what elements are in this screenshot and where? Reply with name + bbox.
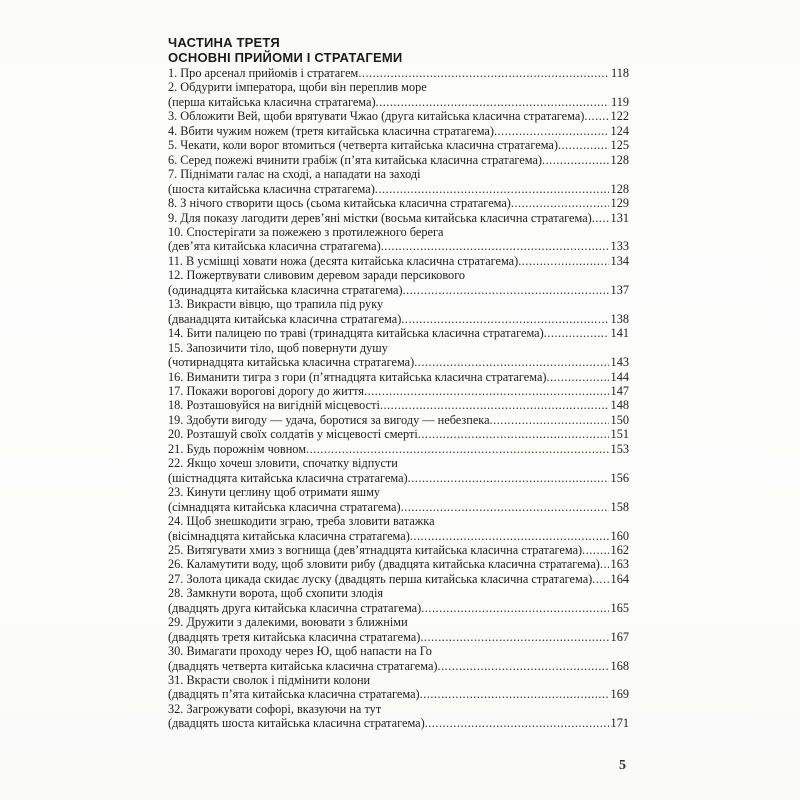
- toc-line: [168, 586, 629, 600]
- page-ref: 131: [610, 210, 629, 225]
- toc-entry-text: (чотирнадцята китайська класична стратагема): [168, 355, 415, 370]
- toc-entry-text: (вісімнадцята китайська класична стратагема): [168, 528, 410, 543]
- page-ref: 147: [610, 383, 629, 398]
- page-ref: 124: [610, 123, 629, 138]
- toc-line: [168, 601, 629, 615]
- toc-line: [168, 529, 629, 543]
- toc-entry-text: 6. Серед пожежі вчинити грабіж (п’ята китайська класична стратагема): [168, 152, 543, 167]
- toc-line: [168, 138, 629, 152]
- toc-line: [168, 485, 629, 499]
- page-number: 5: [619, 758, 626, 773]
- toc-line: [168, 413, 629, 427]
- toc-line: [168, 268, 629, 282]
- dot-leader: [547, 370, 609, 384]
- page-ref: 144: [610, 369, 629, 384]
- toc-entry-text: 26. Каламутити воду, щоб зловити рибу (двадцята китайська класична стратагема): [168, 557, 600, 572]
- dot-leader: [364, 384, 609, 398]
- toc-line: [168, 644, 629, 658]
- page-ref: 128: [610, 181, 629, 196]
- toc-line: [168, 109, 629, 123]
- toc-line: [168, 543, 629, 557]
- page-ref: 160: [610, 528, 629, 543]
- toc-entry-text: 5. Чекати, коли ворог втомиться (четверта китайська класична стратагема): [168, 138, 558, 153]
- toc-entry-text: (перша китайська класична стратагема): [168, 94, 376, 109]
- page-ref: 148: [610, 398, 629, 413]
- dot-leader: [376, 95, 609, 109]
- toc-entry-text: (сімнадцята китайська класична стратагема): [168, 499, 401, 514]
- dot-leader: [410, 529, 609, 543]
- page-ref: 171: [610, 716, 629, 731]
- toc-content: [168, 36, 629, 731]
- page-ref: 165: [610, 600, 629, 615]
- dot-leader: [592, 572, 608, 586]
- toc-entry-text: 32. Загрожувати софорі, вказуючи на тут: [168, 701, 382, 716]
- page-ref: 168: [610, 658, 629, 673]
- dot-leader: [408, 471, 609, 485]
- toc-entry-text: 13. Викрасти вівцю, що трапила під руку: [168, 297, 384, 312]
- toc-line: [168, 572, 629, 586]
- toc-line: [168, 211, 629, 225]
- dot-leader: [592, 211, 609, 225]
- toc-entry-text: 27. Золота цикада скидає луску (двадцять перша китайська класична стратагема): [168, 571, 593, 586]
- toc-entry-text: (шістнадцята китайська класична стратагема): [168, 470, 408, 485]
- toc-entry-text: 1. Про арсенал прийомів і стратагем: [168, 66, 359, 80]
- toc-list: [168, 66, 629, 731]
- dot-leader: [511, 196, 609, 210]
- toc-line: [168, 95, 629, 109]
- toc-entry-text: (шоста китайська класична стратагема): [168, 181, 375, 196]
- dot-leader: [414, 355, 608, 369]
- toc-line: [168, 167, 629, 181]
- section-title-line1: ЧАСТИНА ТРЕТЯ: [168, 35, 280, 50]
- toc-entry-text: 21. Будь порожнім човном: [168, 441, 306, 456]
- toc-line: [168, 80, 629, 94]
- toc-entry-text: 2. Обдурити імператора, щоби він переплив море: [168, 80, 427, 95]
- toc-entry-text: 14. Бити палицею по траві (тринадцята китайська класична стратагема): [168, 326, 544, 341]
- toc-entry-text: 29. Дружити з далекими, воювати з ближніми: [168, 615, 408, 630]
- toc-line: [168, 66, 629, 80]
- toc-entry-text: 10. Спостерігати за пожежею з протилежного берега: [168, 224, 444, 239]
- toc-line: [168, 153, 629, 167]
- dot-leader: [544, 326, 609, 340]
- page-ref: 162: [610, 542, 629, 557]
- dot-leader: [558, 138, 609, 152]
- toc-line: [168, 225, 629, 239]
- toc-line: [168, 384, 629, 398]
- toc-entry-text: (двадцять четверта китайська класична стратагема): [168, 658, 438, 673]
- toc-entry-text: 15. Запозичити тіло, щоб повернути душу: [168, 340, 388, 355]
- toc-line: [168, 370, 629, 384]
- dot-leader: [518, 254, 608, 268]
- dot-leader: [420, 630, 608, 644]
- toc-line: [168, 687, 629, 701]
- toc-entry-text: 19. Здобути вигоду — удача, боротися за вигоду — небезпека: [168, 412, 490, 427]
- dot-leader: [490, 413, 609, 427]
- toc-line: [168, 326, 629, 340]
- toc-line: [168, 312, 629, 326]
- page-ref: 150: [610, 412, 629, 427]
- toc-line: [168, 673, 629, 687]
- page-ref: 153: [610, 441, 629, 456]
- dot-leader: [494, 124, 609, 138]
- toc-entry-text: 28. Замкнути ворота, щоб схопити злодія: [168, 586, 384, 601]
- dot-leader: [420, 687, 609, 701]
- toc-line: [168, 557, 629, 571]
- toc-line: [168, 630, 629, 644]
- toc-entry-text: (двадцять друга китайська класична стратагема): [168, 600, 422, 615]
- dot-leader: [584, 109, 608, 123]
- page-ref: 164: [610, 571, 629, 586]
- page-ref: 125: [610, 138, 629, 153]
- toc-entry-text: 12. Пожертвувати сливовим деревом заради персикового: [168, 268, 466, 283]
- page-ref: 129: [610, 196, 629, 211]
- dot-leader: [403, 283, 609, 297]
- page-ref: 119: [611, 94, 629, 109]
- toc-entry-text: 3. Обложити Вей, щоби врятувати Чжао (друга китайська класична стратагема): [168, 109, 585, 124]
- section-title: [168, 36, 629, 65]
- toc-entry-text: (двадцять шоста китайська класична стратагема): [168, 716, 425, 731]
- page-ref: 138: [610, 311, 629, 326]
- toc-entry-text: 9. Для показу лагодити дерев’яні містки (восьма китайська класична стратагема): [168, 210, 592, 225]
- toc-line: [168, 239, 629, 253]
- toc-entry-text: 17. Покажи ворогові дорогу до життя: [168, 383, 364, 398]
- toc-line: [168, 297, 629, 311]
- dot-leader: [380, 398, 609, 412]
- toc-entry-text: 31. Вкрасти сволок і підмінити колони: [168, 673, 371, 688]
- page-ref: 169: [610, 687, 629, 702]
- toc-line: [168, 196, 629, 210]
- dot-leader: [418, 427, 609, 441]
- section-title-line2: ОСНОВНІ ПРИЙОМИ І СТРАТАГЕМИ: [168, 49, 403, 65]
- dot-leader: [401, 500, 609, 514]
- dot-leader: [306, 442, 609, 456]
- toc-line: [168, 355, 629, 369]
- page-ref: 122: [610, 109, 629, 124]
- toc-entry-text: 24. Щоб знешкодити зграю, треба зловити ватажка: [168, 514, 435, 529]
- toc-line: [168, 442, 629, 456]
- dot-leader: [401, 312, 608, 326]
- toc-line: [168, 659, 629, 673]
- toc-line: [168, 471, 629, 485]
- page-ref: 163: [610, 557, 629, 572]
- dot-leader: [542, 153, 609, 167]
- page-ref: 156: [610, 470, 629, 485]
- toc-entry-text: 25. Витягувати хмиз з вогнища (дев’ятнадцята китайська класична стратагема): [168, 542, 583, 557]
- dot-leader: [600, 557, 609, 571]
- toc-entry-text: (дванадцята китайська класична стратагема): [168, 311, 402, 326]
- toc-entry-text: (дев’ята китайська класична стратагема): [168, 239, 381, 254]
- toc-entry-text: 18. Розташовуйся на вигідній місцевості: [168, 398, 380, 413]
- page-ref: 118: [611, 66, 629, 80]
- toc-line: [168, 427, 629, 441]
- toc-line: [168, 398, 629, 412]
- dot-leader: [381, 239, 609, 253]
- toc-entry-text: 7. Піднімати галас на сході, а нападати на заході: [168, 167, 421, 182]
- toc-line: [168, 702, 629, 716]
- toc-line: [168, 615, 629, 629]
- toc-entry-text: (одинадцята китайська класична стратагема): [168, 282, 403, 297]
- toc-line: [168, 514, 629, 528]
- toc-entry-text: 30. Вимагати проходу через Ю, щоб напасти на Го: [168, 644, 432, 659]
- toc-entry-text: 23. Кинути цеглину щоб отримати яшму: [168, 485, 381, 500]
- dot-leader: [375, 182, 609, 196]
- dot-leader: [438, 659, 609, 673]
- toc-entry-text: (двадцять третя китайська класична стратагема): [168, 629, 421, 644]
- toc-line: [168, 500, 629, 514]
- dot-leader: [582, 543, 608, 557]
- page-ref: 128: [610, 152, 629, 167]
- page-ref: 151: [610, 427, 629, 442]
- page-ref: 143: [610, 355, 629, 370]
- page-ref: 141: [610, 326, 629, 341]
- page-ref: 167: [610, 629, 629, 644]
- toc-line: [168, 283, 629, 297]
- toc-line: [168, 254, 629, 268]
- toc-line: [168, 124, 629, 138]
- toc-line: [168, 716, 629, 730]
- page-ref: 133: [610, 239, 629, 254]
- toc-entry-text: (двадцять п’ята китайська класична стратагема): [168, 687, 420, 702]
- dot-leader: [425, 716, 609, 730]
- toc-line: [168, 456, 629, 470]
- toc-line: [168, 182, 629, 196]
- toc-entry-text: 20. Розташуй своїх солдатів у місцевості смерті: [168, 427, 418, 442]
- page-ref: 137: [610, 282, 629, 297]
- toc-entry-text: 4. Вбити чужим ножем (третя китайська класична стратагема): [168, 123, 494, 138]
- toc-entry-text: 16. Виманити тигра з гори (п’ятнадцята китайська класична стратагема): [168, 369, 547, 384]
- dot-leader: [358, 66, 609, 80]
- toc-line: [168, 341, 629, 355]
- page-ref: 158: [610, 499, 629, 514]
- toc-entry-text: 8. З нічого створити щось (сьома китайська класична стратагема): [168, 196, 511, 211]
- dot-leader: [421, 601, 608, 615]
- toc-entry-text: 11. В усмішці ховати ножа (десята китайська класична стратагема): [168, 253, 519, 268]
- toc-entry-text: 22. Якщо хочеш зловити, спочатку відпусти: [168, 456, 398, 471]
- page-ref: 134: [610, 253, 629, 268]
